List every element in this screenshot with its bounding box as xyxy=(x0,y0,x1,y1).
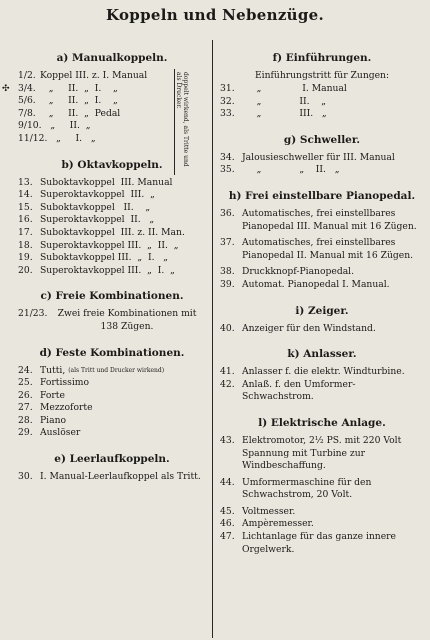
item-number: 21/23. xyxy=(18,308,48,320)
item-number: 42. xyxy=(220,378,235,390)
item-number: 41. xyxy=(220,366,235,378)
item-number: 14. xyxy=(18,189,33,201)
item-number: 15. xyxy=(18,201,33,213)
item-number: 43. xyxy=(220,434,235,446)
list-item xyxy=(220,323,424,336)
list-item xyxy=(220,208,424,233)
pointer-mark-icon: ✣ xyxy=(2,84,10,94)
item-text: „ „ II. „ xyxy=(242,164,340,176)
item-number: 19. xyxy=(18,252,33,264)
list-item xyxy=(18,365,206,378)
item-text: Superoktavkoppel II. „ xyxy=(40,214,155,226)
item-text: Anlasser f. die elektr. Windturbine. xyxy=(242,366,405,378)
item-text: „ III. „ xyxy=(242,108,327,120)
item-number: 35. xyxy=(220,164,235,176)
item-text: „ I. Manual xyxy=(242,83,347,94)
section-heading-b: b) Oktavkoppeln. xyxy=(61,158,163,171)
section-heading-l: l) Elektrische Anlage. xyxy=(258,416,386,429)
list-item xyxy=(220,164,424,177)
item-number: 28. xyxy=(18,414,33,426)
list-item xyxy=(220,83,424,96)
item-text: Superoktavkoppel III. „ xyxy=(40,189,155,201)
list-item xyxy=(220,108,424,121)
item-text: (als Tritt und Drucker wirkend) xyxy=(68,366,165,374)
item-number: 17. xyxy=(18,226,33,238)
list-item xyxy=(220,152,424,165)
item-text: „ II. „ I. „ xyxy=(40,95,118,107)
list-item xyxy=(18,471,206,484)
item-number: 27. xyxy=(18,402,33,414)
section-heading-g: g) Schweller. xyxy=(283,133,361,146)
list-item xyxy=(220,506,424,519)
section-heading-h: h) Frei einstellbare Pianopedal. xyxy=(228,189,416,202)
item-number: 13. xyxy=(18,176,33,188)
list-item xyxy=(18,415,206,428)
list-item xyxy=(18,240,206,253)
item-text: Voltmesser. xyxy=(242,505,296,517)
item-text: Suboktavkoppel III. z. II. Man. xyxy=(40,226,185,238)
item-number: 26. xyxy=(18,389,33,401)
item-number: 45. xyxy=(220,505,235,517)
list-item xyxy=(18,177,206,190)
item-text: Fortissimo xyxy=(40,377,90,389)
item-text: Zwei freie Kombinationen mit 138 Zügen. xyxy=(57,308,197,332)
list-item xyxy=(18,265,206,278)
item-number: 39. xyxy=(220,278,235,290)
item-number: 37. xyxy=(220,237,235,249)
item-text: Suboktavkoppel III. „ I. „ xyxy=(40,252,169,264)
list-item xyxy=(220,279,424,292)
list-item xyxy=(18,202,206,215)
right-column xyxy=(220,46,424,556)
item-number: 18. xyxy=(18,239,33,251)
section-heading-c: c) Freie Kombinationen. xyxy=(40,290,184,303)
item-text: „ II. „ xyxy=(242,95,326,107)
item-number: 44. xyxy=(220,476,235,488)
item-text: Koppel III. z. I. Manual xyxy=(40,70,148,81)
list-item xyxy=(18,214,206,227)
item-text: Mezzoforte xyxy=(40,402,93,414)
list-item xyxy=(18,377,206,390)
item-number: 34. xyxy=(220,151,235,163)
item-text: Automat. Pianopedal I. Manual. xyxy=(242,278,390,290)
item-number: 29. xyxy=(18,427,33,439)
item-number: 5/6. xyxy=(18,95,36,107)
item-text: Tutti, xyxy=(40,364,66,376)
item-text: I. Manual-Leerlaufkoppel als Tritt. xyxy=(40,471,201,483)
item-text: Superoktavkoppel III. „ II. „ xyxy=(40,239,179,251)
item-text: Druckknopf-Pianopedal. xyxy=(242,266,355,278)
list-item xyxy=(18,189,206,202)
item-text: Automatisches, frei einstellbares Pianopedal II. Manual mit 16 Zügen. xyxy=(242,237,414,261)
item-number: 24. xyxy=(18,364,33,376)
item-text: Ampèremesser. xyxy=(242,518,314,530)
item-number: 36. xyxy=(220,207,235,219)
item-text: Anlaß. f. den Umformer-Schwachstrom. xyxy=(242,378,356,403)
page-title: Koppeln und Nebenzüge. xyxy=(105,6,325,24)
list-item xyxy=(18,390,206,403)
item-number: 46. xyxy=(220,518,235,530)
side-note: doppelt wirkend, als Tritte und als Drucker. xyxy=(175,72,189,167)
item-text: Lichtanlage für das ganze innere Orgelwerk. xyxy=(242,531,396,555)
list-item xyxy=(220,477,424,502)
list-item xyxy=(220,379,424,404)
item-text: Suboktavkoppel II. „ xyxy=(40,201,151,213)
item-number: 7/8. xyxy=(18,107,36,119)
item-text: Suboktavkoppel III. Manual xyxy=(40,176,173,188)
item-number: 47. xyxy=(220,531,235,543)
list-item xyxy=(220,96,424,109)
item-number: 9/10. xyxy=(18,120,42,132)
item-text: Piano xyxy=(40,414,67,426)
list-item xyxy=(220,237,424,262)
section-heading-f: f) Einführungen. xyxy=(272,52,372,64)
item-text: Forte xyxy=(40,389,65,401)
list-item xyxy=(220,518,424,531)
list-item xyxy=(18,427,206,440)
item-number: 20. xyxy=(18,264,33,276)
list-item xyxy=(220,366,424,379)
item-text: Superoktavkoppel III. „ I. „ xyxy=(40,264,175,276)
section-heading-k: k) Anlasser. xyxy=(287,348,357,361)
section-heading-a: a) Manualkoppeln. xyxy=(56,52,168,64)
column-divider xyxy=(212,40,213,638)
list-item xyxy=(220,266,424,279)
item-text: Umformermaschine für den Schwachstrom, 20 Volt. xyxy=(242,476,372,501)
item-number: 32. xyxy=(220,95,235,107)
list-item xyxy=(18,227,206,240)
list-item xyxy=(220,435,424,473)
item-number: 11/12. xyxy=(18,132,48,144)
item-number: 31. xyxy=(220,83,235,94)
item-number: 38. xyxy=(220,266,235,278)
item-number: 16. xyxy=(18,214,33,226)
item-text: Elektromotor, 2½ PS. mit 220 Volt Spannung mit Turbine zur Windbeschaffung. xyxy=(242,434,402,472)
item-text: „ II. „ xyxy=(41,120,91,132)
item-text: Automatisches, frei einstellbares Pianopedal III. Manual mit 16 Zügen. xyxy=(242,207,417,232)
list-item xyxy=(18,402,206,415)
list-item xyxy=(18,308,206,333)
item-number: 3/4. xyxy=(18,82,36,94)
item-number: 25. xyxy=(18,377,33,389)
intro-text: Einführungstritt für Zungen: xyxy=(254,70,390,81)
item-number: 1/2. xyxy=(18,70,36,81)
section-heading-i: i) Zeiger. xyxy=(295,304,349,317)
item-text: „ I. „ xyxy=(47,132,96,144)
item-number: 40. xyxy=(220,322,235,334)
section-heading-d: d) Feste Kombinationen. xyxy=(39,346,185,359)
section-heading-e: e) Leerlaufkoppeln. xyxy=(54,453,170,466)
list-item xyxy=(220,531,424,556)
item-text: „ II. „ Pedal xyxy=(40,107,121,119)
item-text: „ II. „ I. „ xyxy=(40,82,118,94)
item-number: 33. xyxy=(220,108,235,120)
item-text: Auslöser xyxy=(40,427,81,439)
item-number: 30. xyxy=(18,471,33,483)
item-text: Jalousieschweller für III. Manual xyxy=(242,151,395,163)
item-text: Anzeiger für den Windstand. xyxy=(242,322,376,334)
list-item xyxy=(18,252,206,265)
